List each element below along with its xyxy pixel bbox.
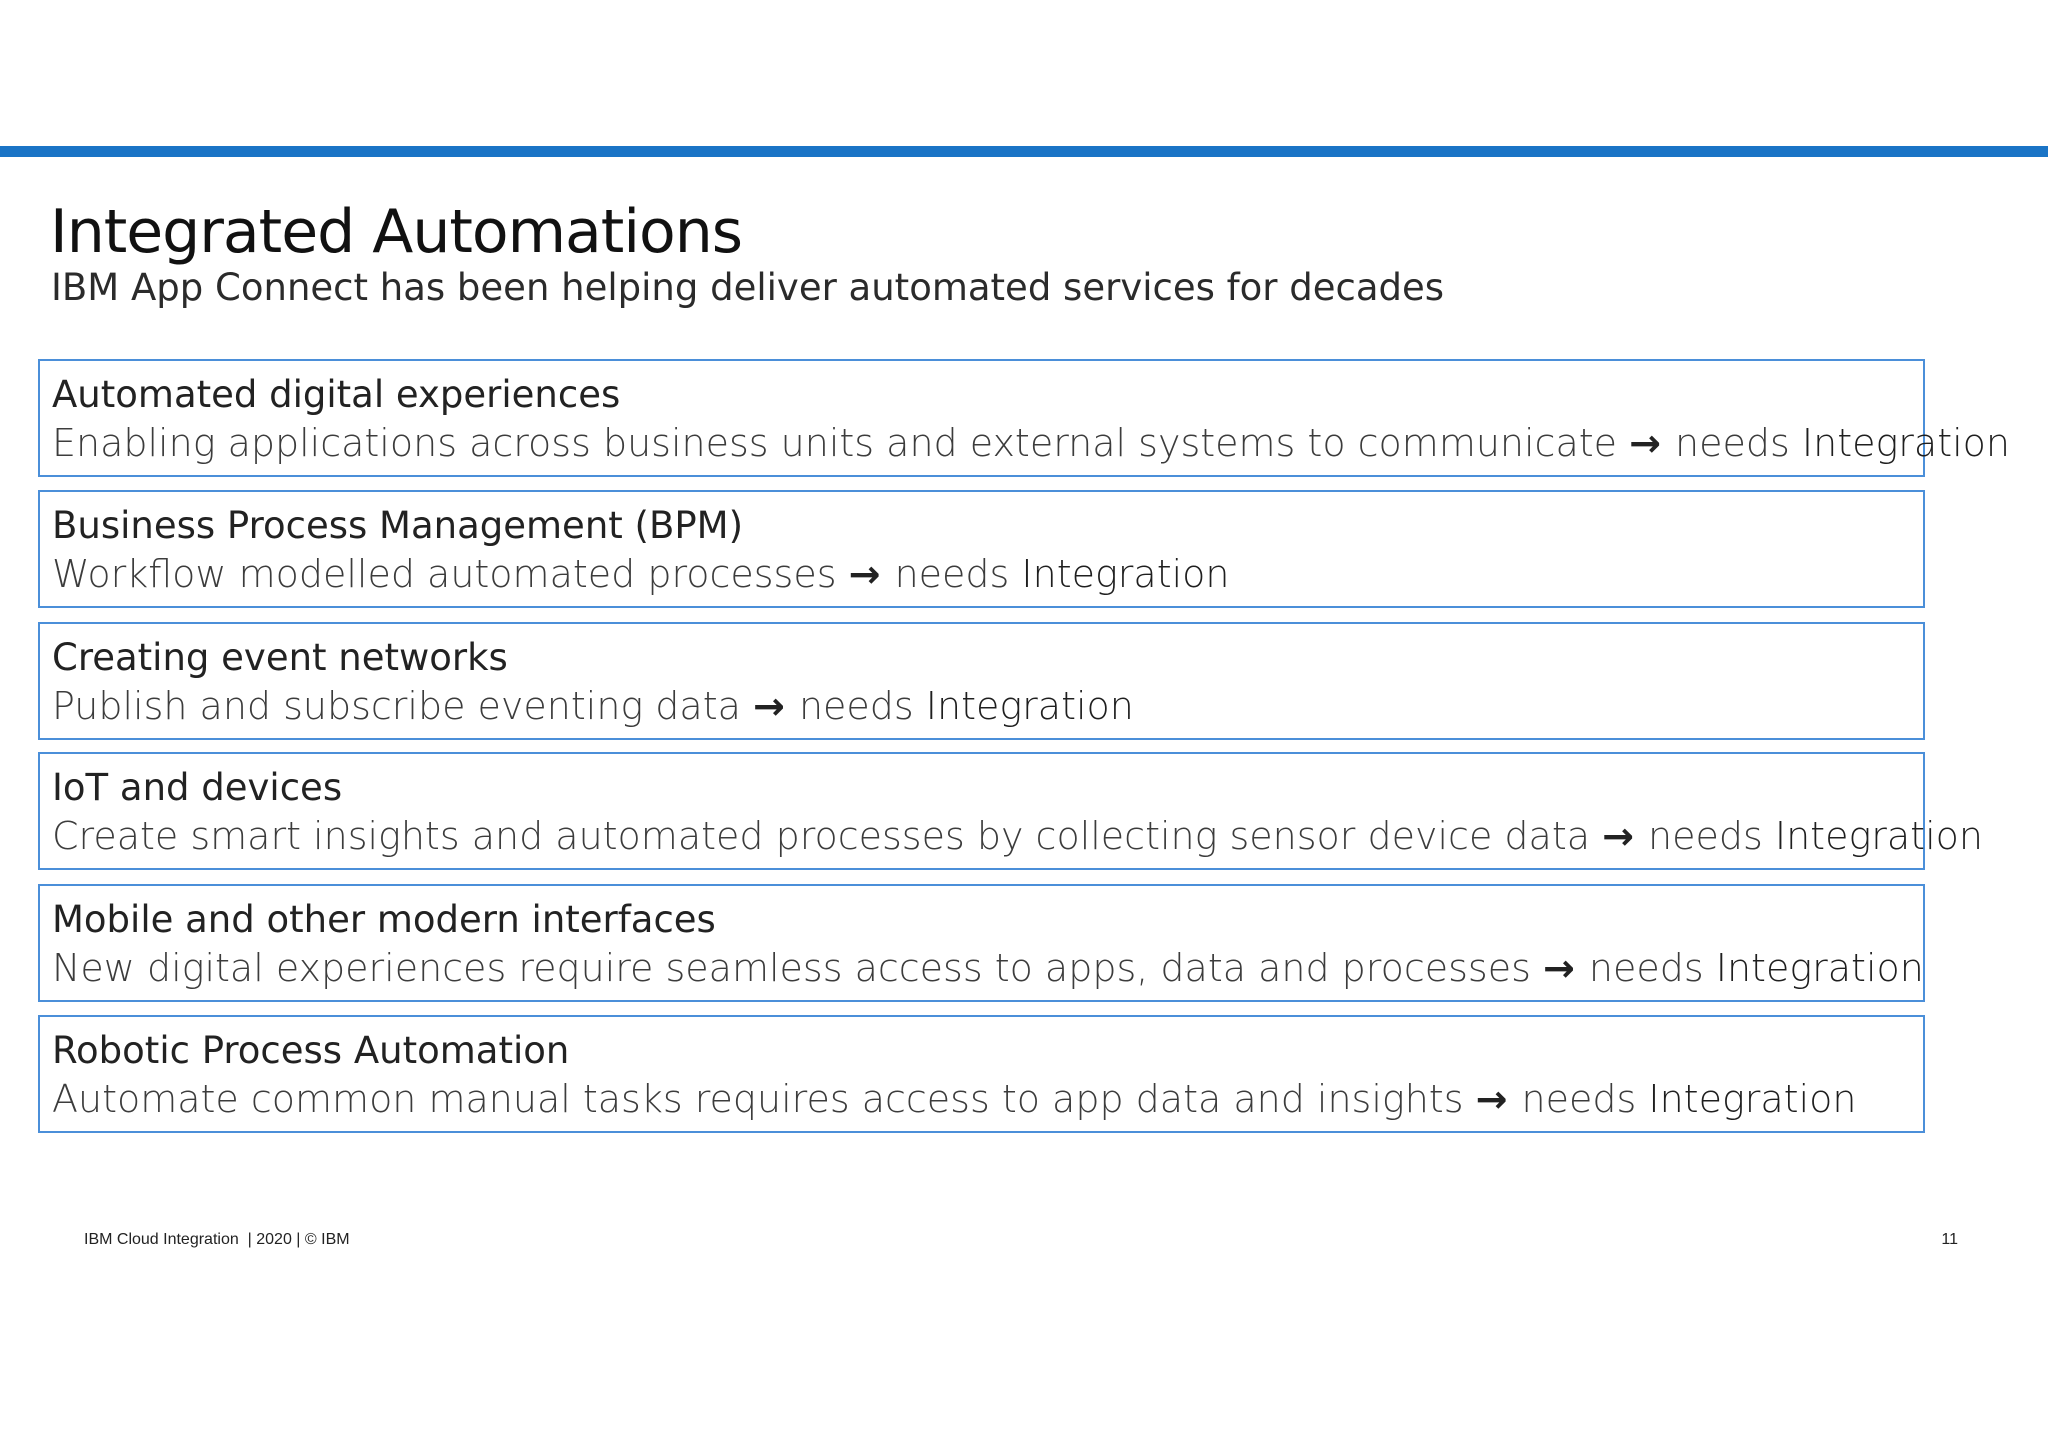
- integration-text: Integration: [1801, 421, 2010, 465]
- right-arrow-icon: →: [1602, 814, 1634, 858]
- card-description: Publish and subscribe eventing data: [52, 684, 741, 728]
- card-mobile-and-modern-interfaces: [38, 884, 1925, 1002]
- integration-text: Integration: [1021, 552, 1230, 596]
- needs-text: needs: [1588, 946, 1704, 990]
- card-description: Create smart insights and automated processes by collecting sensor device data: [52, 814, 1590, 858]
- card-heading: Mobile and other modern interfaces: [52, 898, 716, 941]
- card-heading: IoT and devices: [52, 766, 343, 809]
- card-heading: Robotic Process Automation: [52, 1029, 570, 1072]
- card-robotic-process-automation: [38, 1015, 1925, 1133]
- page-number: 11: [1941, 1231, 1958, 1248]
- card-description-line: [52, 944, 1924, 992]
- integration-text: Integration: [925, 684, 1134, 728]
- card-iot-and-devices: [38, 752, 1983, 870]
- needs-text: needs: [798, 684, 914, 728]
- card-description-line: [52, 550, 1230, 598]
- top-accent-rule: [0, 146, 2048, 157]
- integration-text: Integration: [1774, 814, 1983, 858]
- card-automated-digital-experiences: [38, 359, 2010, 477]
- card-creating-event-networks: [38, 622, 1925, 740]
- needs-text: needs: [1675, 421, 1790, 465]
- card-description: Workflow modelled automated processes: [52, 552, 837, 596]
- slide-subtitle: IBM App Connect has been helping deliver automated services for decades: [51, 266, 1445, 309]
- card-description: Enabling applications across business units and external systems to communicate: [52, 421, 1618, 465]
- card-heading: Automated digital experiences: [52, 373, 621, 416]
- needs-text: needs: [1521, 1077, 1637, 1121]
- footer-copyright: IBM Cloud Integration | 2020 | © IBM: [84, 1231, 350, 1248]
- card-description-line: [52, 682, 1134, 730]
- card-heading: Creating event networks: [52, 636, 508, 679]
- card-description-line: [52, 812, 1983, 860]
- card-description-line: [52, 419, 2010, 467]
- right-arrow-icon: →: [848, 552, 881, 596]
- integration-text: Integration: [1715, 946, 1924, 990]
- needs-text: needs: [894, 552, 1010, 596]
- needs-text: needs: [1648, 814, 1763, 858]
- card-description: New digital experiences require seamless access to apps, data and processes: [52, 946, 1531, 990]
- right-arrow-icon: →: [1475, 1077, 1508, 1121]
- right-arrow-icon: →: [1542, 946, 1575, 990]
- card-heading: Business Process Management (BPM): [52, 504, 744, 547]
- slide-title: Integrated Automations: [50, 197, 742, 267]
- integration-text: Integration: [1648, 1077, 1857, 1121]
- card-description: Automate common manual tasks requires access to app data and insights: [52, 1077, 1464, 1121]
- right-arrow-icon: →: [1629, 421, 1661, 465]
- card-business-process-management: [38, 490, 1925, 608]
- card-description-line: [52, 1075, 1856, 1123]
- right-arrow-icon: →: [753, 684, 785, 728]
